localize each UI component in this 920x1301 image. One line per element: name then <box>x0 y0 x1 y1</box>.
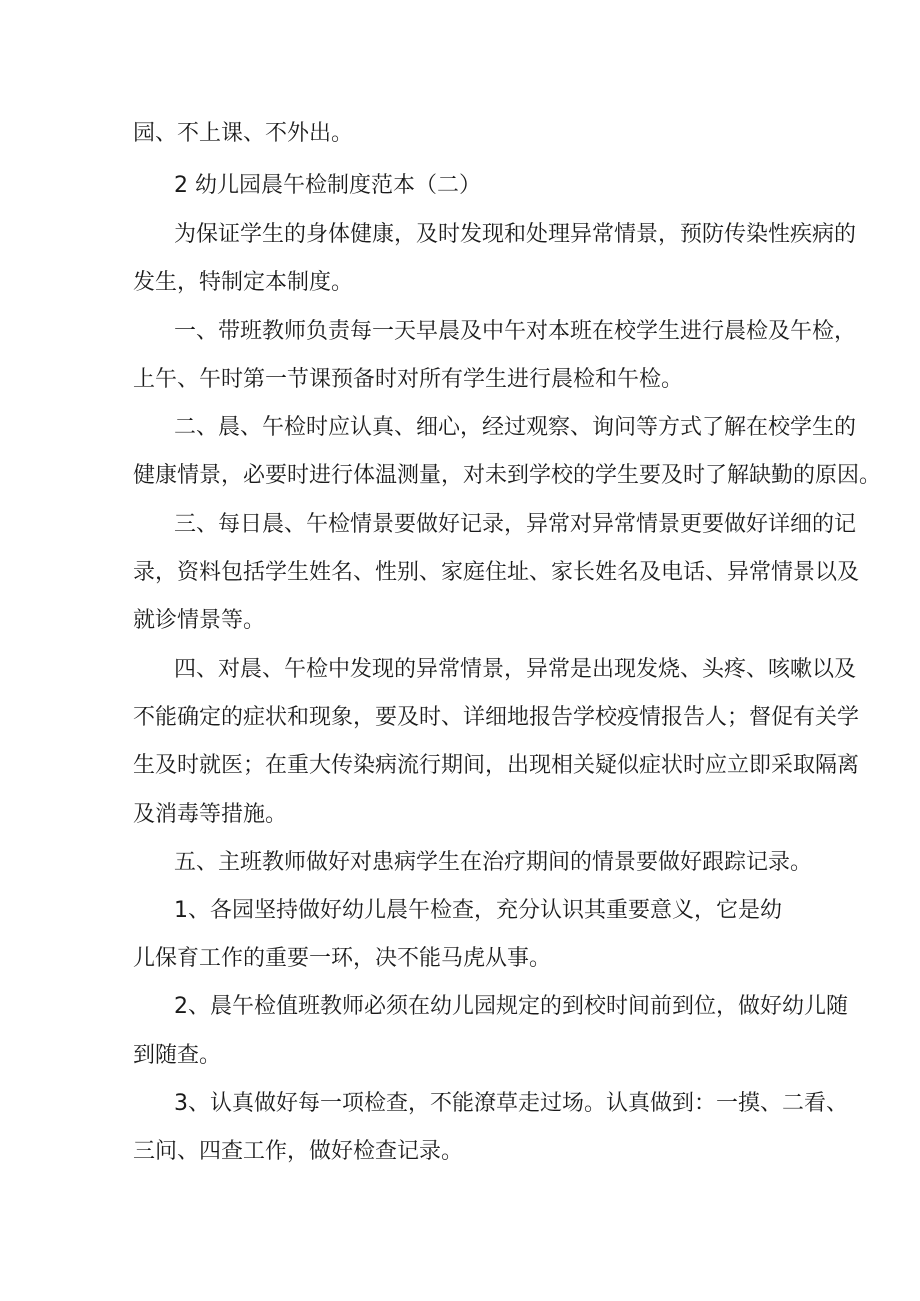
text-line: 三、每日晨、午检情景要做好记录，异常对异常情景更要做好详细的记 <box>174 512 857 537</box>
text-line: 2、晨午检值班教师必须在幼儿园规定的到校时间前到位，做好幼儿随 <box>174 994 848 1019</box>
text-line: 园、不上课、不外出。 <box>133 121 354 146</box>
text-line: 健康情景，必要时进行体温测量，对未到学校的学生要及时了解缺勤的原因。 <box>133 463 882 488</box>
text-line: 一、带班教师负责每一天早晨及中午对本班在校学生进行晨检及午检， <box>174 319 857 344</box>
text-line: 生及时就医；在重大传染病流行期间，出现相关疑似症状时应立即采取隔离 <box>133 753 860 778</box>
text-line: 录，资料包括学生姓名、性别、家庭住址、家长姓名及电话、异常情景以及 <box>133 560 860 585</box>
text-line: 儿保育工作的重要一环，决不能马虎从事。 <box>133 946 552 971</box>
text-line: 为保证学生的身体健康，及时发现和处理异常情景，预防传染性疾病的 <box>174 222 857 247</box>
text-line: 到随查。 <box>133 1043 222 1068</box>
text-line: 三问、四查工作，做好检查记录。 <box>133 1139 464 1164</box>
text-line: 四、对晨、午检中发现的异常情景，异常是出现发烧、头疼、咳嗽以及 <box>174 657 857 682</box>
text-line: 上午、午时第一节课预备时对所有学生进行晨检和午检。 <box>133 367 684 392</box>
text-line: 不能确定的症状和现象，要及时、详细地报告学校疫情报告人；督促有关学 <box>133 705 860 730</box>
text-line: 3、认真做好每一项检查，不能潦草走过场。认真做到：一摸、二看、 <box>174 1091 848 1116</box>
text-line: 及消毒等措施。 <box>133 802 288 827</box>
text-line: 五、主班教师做好对患病学生在治疗期间的情景要做好跟踪记录。 <box>174 850 813 875</box>
text-line: 就诊情景等。 <box>133 608 266 633</box>
text-line: 发生，特制定本制度。 <box>133 270 354 295</box>
text-line: 二、晨、午检时应认真、细心，经过观察、询问等方式了解在校学生的 <box>174 415 857 440</box>
text-line: 1、各园坚持做好幼儿晨午检查，充分认识其重要意义，它是幼 <box>174 898 782 923</box>
section-heading: 2 幼儿园晨午检制度范本（二） <box>174 173 481 198</box>
